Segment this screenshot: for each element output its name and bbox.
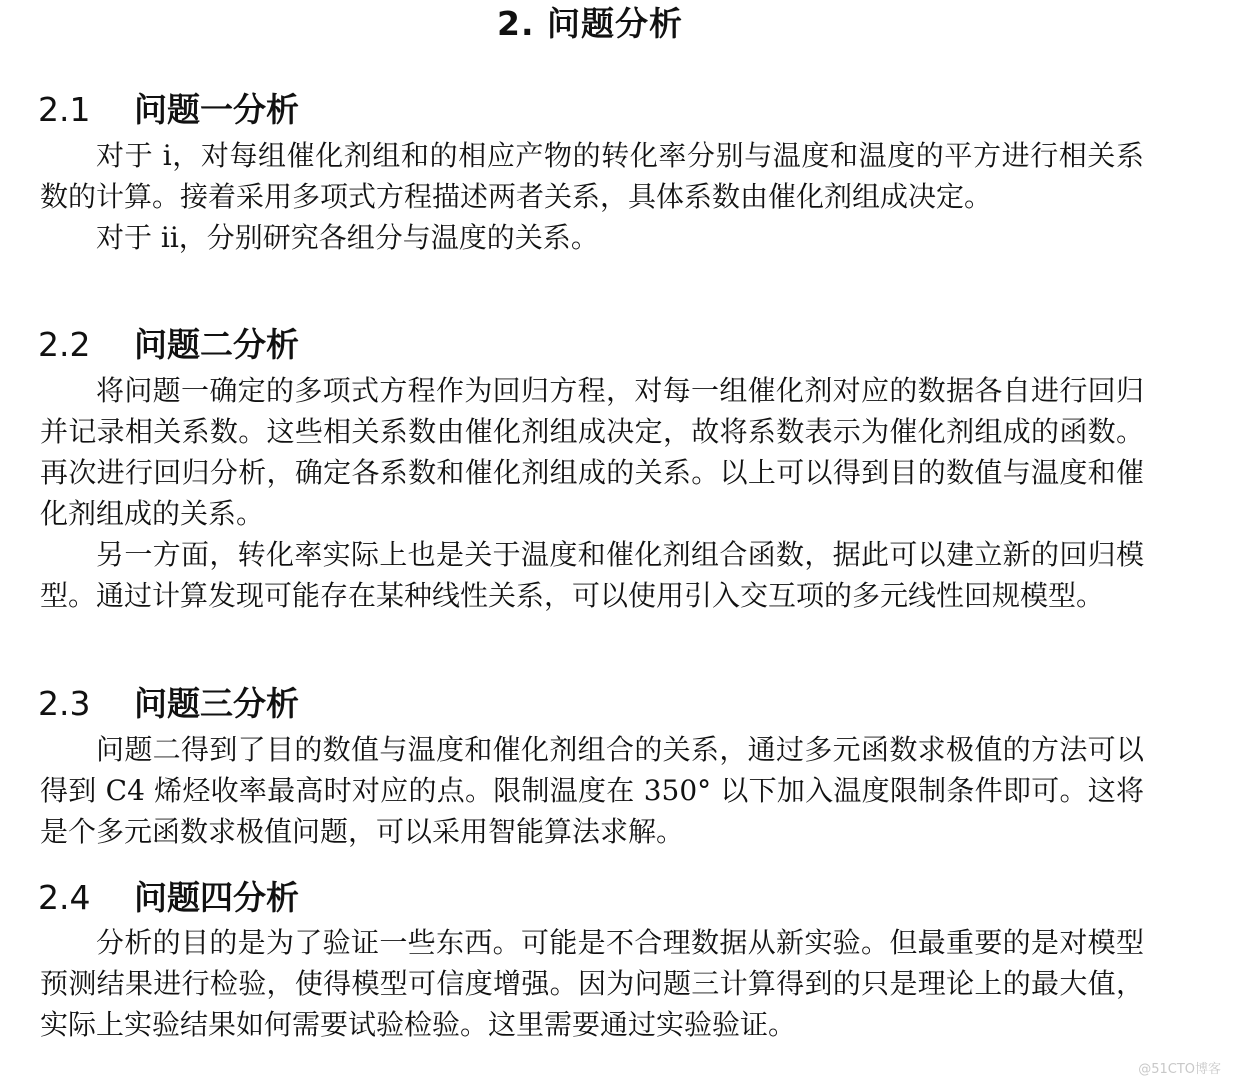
chapter-title: 2. 问题分析 bbox=[497, 4, 683, 43]
section-body-2-4 bbox=[40, 922, 1144, 1045]
section-body-2-3 bbox=[40, 729, 1144, 852]
section-title: 问题二分析 bbox=[134, 325, 299, 364]
section-title: 问题四分析 bbox=[134, 878, 299, 917]
section-title: 问题一分析 bbox=[134, 90, 299, 129]
paragraph: 问题二得到了目的数值与温度和催化剂组合的关系，通过多元函数求极值的方法可以得到 C4 烯烃收率最高时对应的点。限制温度在 350° 以下加入温度限制条件即可。这将是个多元函数求极值问题，可以采用智能算法求解。 bbox=[40, 733, 1144, 848]
section-number: 2.3 bbox=[38, 684, 91, 723]
section-number: 2.1 bbox=[38, 90, 91, 129]
paragraph: 分析的目的是为了验证一些东西。可能是不合理数据从新实验。但最重要的是对模型预测结果进行检验，使得模型可信度增强。因为问题三计算得到的只是理论上的最大值，实际上实验结果如何需要试验检验。这里需要通过实验验证。 bbox=[40, 926, 1144, 1041]
paragraph: 对于 i，对每组催化剂组和的相应产物的转化率分别与温度和温度的平方进行相关系数的计算。接着采用多项式方程描述两者关系，具体系数由催化剂组成决定。 bbox=[40, 139, 1144, 213]
section-number: 2.2 bbox=[38, 325, 91, 364]
section-heading-2-4 bbox=[38, 876, 299, 920]
section-heading-2-2 bbox=[38, 323, 299, 367]
paragraph: 另一方面，转化率实际上也是关于温度和催化剂组合函数，据此可以建立新的回归模型。通过计算发现可能存在某种线性关系，可以使用引入交互项的多元线性回规模型。 bbox=[40, 538, 1144, 612]
section-title: 问题三分析 bbox=[134, 684, 299, 723]
section-body-2-1 bbox=[40, 135, 1144, 258]
paragraph: 对于 ii，分别研究各组分与温度的关系。 bbox=[96, 221, 599, 254]
section-body-2-2 bbox=[40, 370, 1144, 616]
section-heading-2-3 bbox=[38, 682, 299, 726]
paragraph: 将问题一确定的多项式方程作为回归方程，对每一组催化剂对应的数据各自进行回归并记录相关系数。这些相关系数由催化剂组成决定，故将系数表示为催化剂组成的函数。再次进行回归分析，确定各系数和催化剂组成的关系。以上可以得到目的数值与温度和催化剂组成的关系。 bbox=[40, 374, 1144, 530]
section-heading-2-1 bbox=[38, 88, 299, 132]
section-number: 2.4 bbox=[38, 878, 91, 917]
watermark: @51CTO博客 bbox=[1138, 1062, 1221, 1077]
